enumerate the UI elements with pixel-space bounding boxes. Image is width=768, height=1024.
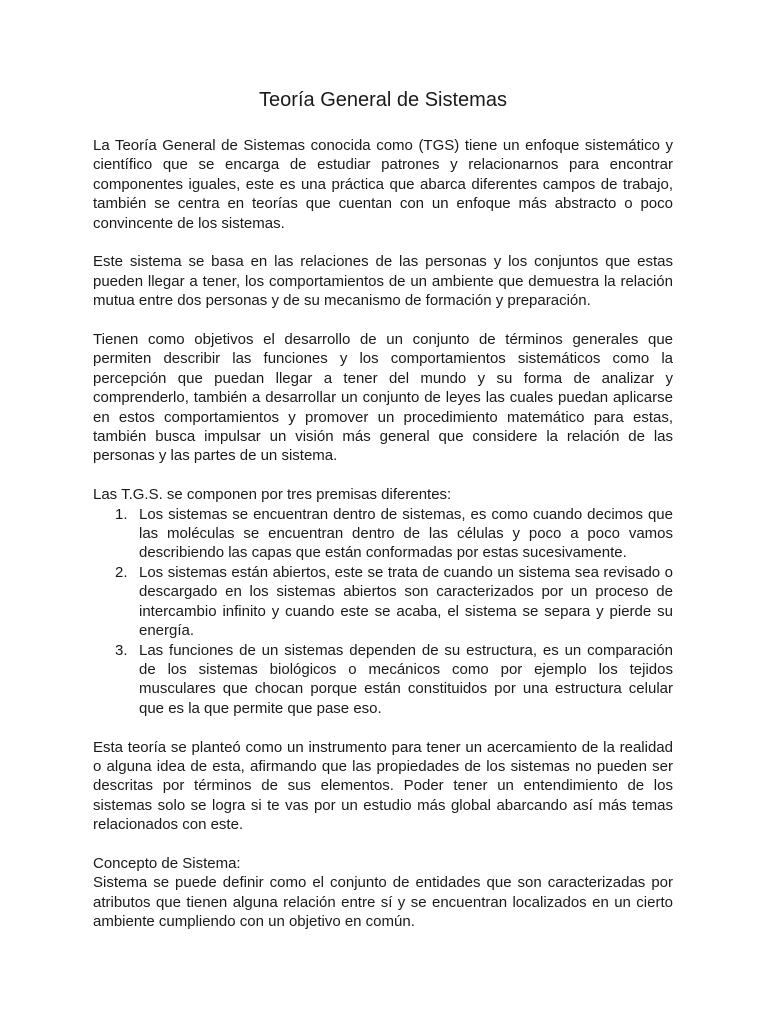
list-item-text: Las funciones de un sistemas dependen de su estructura, es un comparación de los sistemas biológicos o mecánicos como por ejemplo los tejidos musculares que chocan porque están constituidos por una estructura celular que es la que permite que pase eso. bbox=[139, 641, 673, 717]
document-title: Teoría General de Sistemas bbox=[259, 89, 507, 111]
list-item bbox=[93, 641, 673, 719]
concept-heading: Concepto de Sistema: bbox=[93, 854, 241, 872]
paragraph-closing: Esta teoría se planteó como un instrumento para tener un acercamiento de la realidad o alguna idea de esta, afirmando que las propiedades de los sistemas no pueden ser descritas por términos de sus elementos. Poder tener un entendimiento de los sistemas solo se logra si te vas por un estudio más global abarcando así más temas relacionados con este. bbox=[93, 738, 673, 834]
list-item bbox=[93, 505, 673, 563]
paragraph-relations: Este sistema se basa en las relaciones de las personas y los conjuntos que estas pueden llegar a tener, los comportamientos de un ambiente que demuestra la relación mutua entre dos personas y de su mecanismo de formación y preparación. bbox=[93, 253, 673, 310]
document-body bbox=[93, 86, 673, 951]
paragraph-objectives: Tienen como objetivos el desarrollo de un conjunto de términos generales que permiten describir las funciones y los comportamientos sistemáticos como la percepción que puedan llegar a tener del mundo y su forma de analizar y comprenderlo, también a desarrollar un conjunto de leyes las cuales puedan aplicarse en estos comportamientos y promover un procedimiento matemático para estas, también busca impulsar un visión más general que considere la relación de las personas y las partes de un sistema. bbox=[93, 331, 673, 465]
list-item bbox=[93, 563, 673, 641]
list-item-text: Los sistemas se encuentran dentro de sistemas, es como cuando decimos que las moléculas se encuentran dentro de las células y poco a poco vamos describiendo las capas que están conformadas por estas sucesivamente. bbox=[139, 505, 673, 562]
list-item-text: Los sistemas están abiertos, este se trata de cuando un sistema sea revisado o descargado en los sistemas abiertos son caracterizados por un proceso de intercambio infinito y cuando este se acaba, el sistema se separa y pierde su energía. bbox=[139, 563, 673, 640]
paragraph-intro: La Teoría General de Sistemas conocida como (TGS) tiene un enfoque sistemático y científico que se encarga de estudiar patrones y relacionarnos para encontrar componentes iguales, este es una práctica que abarca diferentes campos de trabajo, también se centra en teorías que cuentan con un enfoque más abstracto o poco convincente de los sistemas. bbox=[93, 137, 673, 232]
premises-list bbox=[93, 505, 673, 718]
list-intro: Las T.G.S. se componen por tres premisas diferentes: bbox=[93, 486, 452, 504]
list-item-number: 1. bbox=[115, 505, 128, 523]
list-item-number: 2. bbox=[115, 563, 128, 581]
list-item-number: 3. bbox=[115, 641, 128, 659]
concept-text: Sistema se puede definir como el conjunto de entidades que son caracterizadas por atributos que tienen alguna relación entre sí y se encuentran localizados en un cierto ambiente cumpliendo con un objetivo en común. bbox=[93, 874, 673, 931]
